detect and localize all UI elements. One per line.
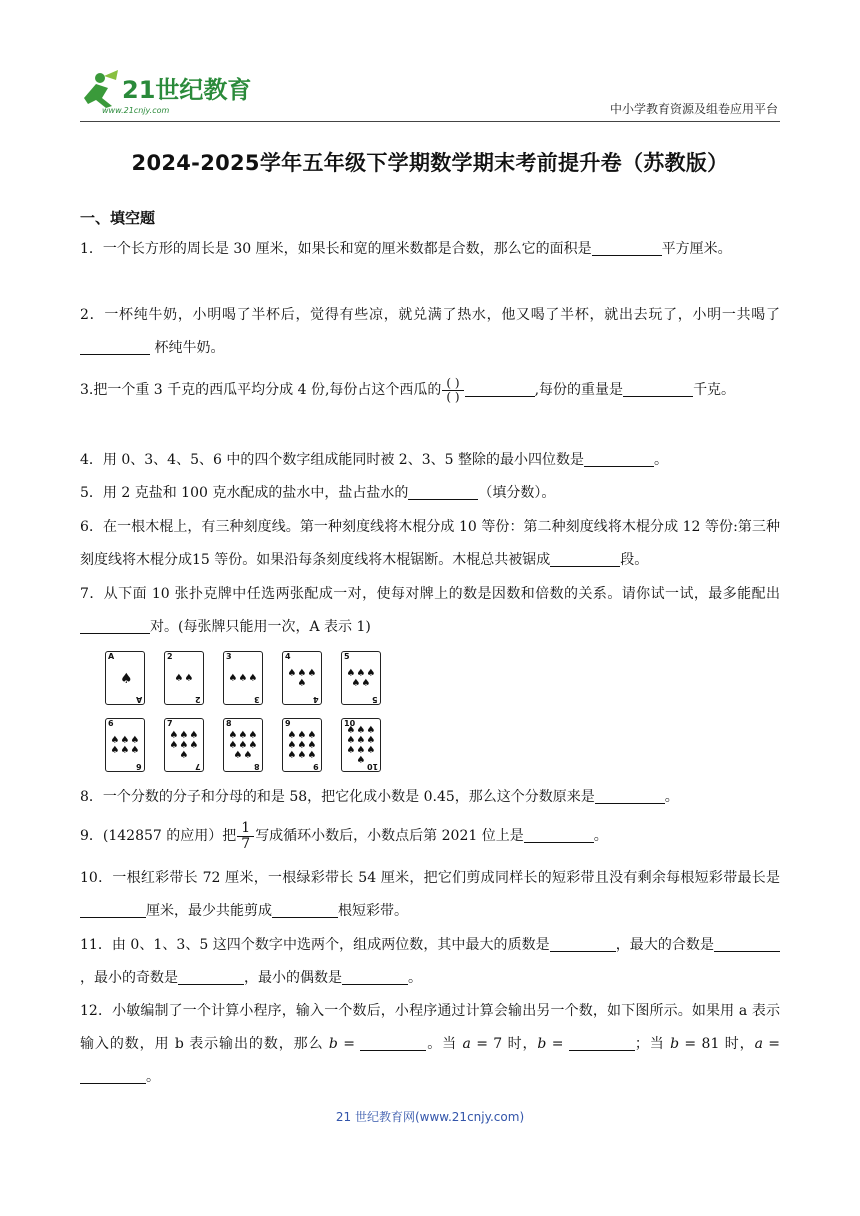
question-6: 6．在一根木棍上，有三种刻度线。第一种刻度线将木棍分成 10 等份：第二种刻度线将木棍分成 12 等份:第三种刻度线将木棍分成15 等份。如果沿每条刻度线将木棍锯断。木棍总共被锯成 段。 [80,519,780,568]
page-footer: 21 世纪教育网(www.21cnjy.com) [335,1110,525,1124]
playing-card [341,651,381,705]
answer-blank[interactable] [714,935,780,952]
card-rank: 3 [226,652,232,661]
spade-icon: ♠ ♠ ♠ ♠ ♠ ♠ [110,735,140,756]
spade-icon: ♠ [120,671,133,687]
card-rank: 8 [226,719,232,728]
page-header [0,0,860,125]
playing-card [341,718,381,772]
answer-blank[interactable] [584,450,654,467]
answer-blank[interactable] [592,239,662,256]
question-2: 2．一杯纯牛奶，小明喝了半杯后，觉得有些凉，就兑满了热水，他又喝了半杯，就出去玩了，小明一共喝了 杯纯牛奶。 [80,307,780,356]
header-divider [80,121,780,122]
spade-icon: ♠ ♠ ♠ ♠ ♠ ♠ ♠ [169,730,199,761]
answer-blank[interactable] [80,901,146,918]
logo-21cnjy [78,68,258,116]
page-title: 2024-2025学年五年级下学期数学期末考前提升卷（苏教版） [131,151,729,175]
card-rank: 9 [313,762,319,771]
card-rank: 4 [285,652,291,661]
fraction-blank[interactable]: $\frac{( )}{( )}$ [442,377,463,404]
card-rank: 3 [254,695,260,704]
platform-label: 中小学教育资源及组卷应用平台 [609,102,778,116]
card-rank: 10 [344,719,356,728]
section-heading: 一、填空题 [80,209,156,227]
playing-card [282,718,322,772]
answer-blank[interactable] [342,968,408,985]
card-rank: 9 [285,719,291,728]
logo-url: www.21cnjy.com [102,106,170,115]
answer-blank[interactable] [524,826,594,843]
spade-icon: ♠ ♠ ♠ ♠ ♠ [346,668,376,689]
playing-card [164,651,204,705]
spade-icon: ♠ ♠ [174,673,194,684]
question-12: 12．小敏编制了一个计算小程序，输入一个数后，小程序通过计算会输出另一个数，如下图所示。如果用 a 表示输入的数，用 b 表示输出的数，那么 b = 。当 a = 7 时，b = ；当 b = 81 时，a = 。 [80,1003,781,1085]
spade-icon: ♠ ♠ ♠ [228,673,258,684]
question-5: 5．用 2 克盐和 100 克水配成的盐水中，盐占盐水的 （填分数）。 [80,485,556,501]
playing-card [223,651,263,705]
playing-card [164,718,204,772]
card-rank: 2 [195,695,201,704]
answer-blank[interactable] [569,1034,635,1051]
question-9: 9．(142857 的应用）把 $\frac{1}{7}$ 写成循环小数后，小数点后第 2021 位上是 。 [80,819,608,852]
answer-blank[interactable] [595,787,665,804]
card-rank: 10 [366,762,378,771]
card-rank: 4 [313,695,319,704]
spade-icon: ♠ ♠ ♠ ♠ ♠ ♠ ♠ ♠ ♠ [287,730,317,761]
card-rank: 8 [254,762,260,771]
answer-blank[interactable] [80,338,150,355]
logo-text: 21世纪教育 [122,76,252,104]
playing-card [282,651,322,705]
card-rank: 7 [167,719,173,728]
card-rank: 6 [136,762,142,771]
card-rank: 7 [195,762,201,771]
answer-blank[interactable] [272,901,338,918]
question-10: 10．一根红彩带长 72 厘米，一根绿彩带长 54 厘米，把它们剪成同样长的短彩带且没有剩余每根短彩带最长是厘米，最少共能剪成 根短彩带。 [80,870,780,919]
answer-blank[interactable] [80,617,150,634]
playing-cards-figure [105,651,395,779]
question-11: 11．由 0、1、3、5 这四个数字中选两个，组成两位数，其中最大的质数是 ，最大的合数是，最小的奇数是 ，最小的偶数是 。 [80,929,780,995]
question-7: 7．从下面 10 张扑克牌中任选两张配成一对，使每对牌上的数是因数和倍数的关系。请你试一试，最多能配出对。(每张牌只能用一次，A 表示 1) [80,586,780,635]
answer-blank[interactable] [360,1034,426,1051]
fraction-one-seventh: $\frac{1}{7}$ [237,821,254,852]
card-rank: 6 [108,719,114,728]
card-rank: 5 [372,695,378,704]
card-rank: 2 [167,652,173,661]
card-rank: 5 [344,652,350,661]
card-rank: A [135,695,142,704]
spade-icon: ♠ ♠ ♠ ♠ ♠ ♠ ♠ ♠ [228,730,258,761]
question-1: 1．一个长方形的周长是 30 厘米，如果长和宽的厘米数都是合数，那么它的面积是 平方厘米。 [80,241,732,257]
answer-blank[interactable] [178,968,244,985]
answer-blank[interactable] [408,483,478,500]
spade-icon: ♠ ♠ ♠ ♠ ♠ ♠ ♠ ♠ ♠ ♠ [346,725,376,766]
card-rank: A [108,652,115,661]
answer-blank[interactable] [465,380,535,397]
question-8: 8．一个分数的分子和分母的和是 58，把它化成小数是 0.45，那么这个分数原来是 。 [80,789,679,805]
question-3: 3.把一个重 3 千克的西瓜平均分成 4 份,每份占这个西瓜的 $\frac{( )}{( )}$ ,每份的重量是 千克。 [80,375,736,404]
answer-blank[interactable] [550,935,616,952]
answer-blank[interactable] [623,380,693,397]
answer-blank[interactable] [550,550,620,567]
answer-blank[interactable] [80,1067,146,1084]
question-4: 4．用 0、3、4、5、6 中的四个数字组成能同时被 2、3、5 整除的最小四位数是 。 [80,452,668,468]
playing-card [105,718,145,772]
playing-card [223,718,263,772]
spade-icon: ♠ ♠ ♠ ♠ [287,668,317,689]
playing-card [105,651,145,705]
